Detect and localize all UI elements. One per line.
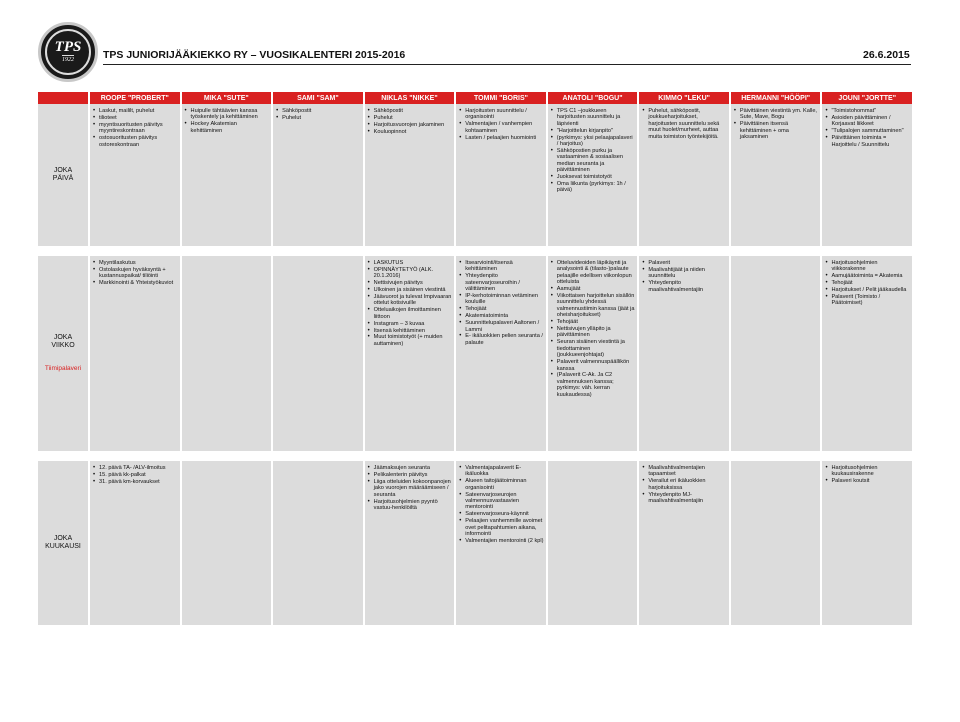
task-list <box>733 108 819 141</box>
logo-emblem <box>45 29 91 75</box>
task-item: • Suunnittelupalaveri Aaltonen / Lammi <box>465 320 544 333</box>
task-item: • (pyrkimys: yksi pelaajapalaveri / harjoitus) <box>557 135 636 148</box>
task-item: • OPINNÄYTETYÖ (ALK. 20.1.2016) <box>374 267 453 280</box>
task-item: • Puhelut <box>282 115 361 121</box>
row-gap <box>273 451 363 461</box>
row-gap <box>548 246 638 256</box>
task-item: • Sähköpostit <box>374 108 453 114</box>
task-list <box>275 108 361 121</box>
row-gap <box>731 246 821 256</box>
task-item: • Lasten / pelaajien huomiointi <box>465 135 544 141</box>
row-label-sub: Tiimipalaveri <box>44 364 82 372</box>
task-list <box>458 465 544 544</box>
row-gap <box>38 451 88 461</box>
task-list <box>367 465 453 511</box>
task-cell <box>456 104 546 246</box>
task-item: • Myyntilaskutus <box>99 260 178 266</box>
task-item: • ostosuoritusten päivitys ostoreskontraan <box>99 135 178 148</box>
task-cell <box>548 256 638 451</box>
column-header: JOUNI "JORTTE" <box>822 92 912 104</box>
task-item: • Asioiden päivittäminen / Korjaavat liikkeet <box>831 115 910 128</box>
row-gap <box>90 246 180 256</box>
task-item: • Aamujäät <box>557 286 636 292</box>
task-item: • Otteluvideoiden läpikäynti ja analysointi & (tilasto-)palaute pelaajille edellisen viikonlopun otteluista <box>557 260 636 286</box>
task-item: • Tehojäät <box>557 319 636 325</box>
task-cell <box>273 104 363 246</box>
row-gap <box>182 451 272 461</box>
task-item: • Akatemiatoiminta <box>465 313 544 319</box>
task-list <box>458 260 544 346</box>
task-list <box>824 465 910 485</box>
task-item: • Palaveri koutsit <box>831 478 910 484</box>
task-item: • Vierailut eri ikäluokkien harjoituksissa <box>648 478 727 491</box>
column-header: ROOPE "PROBERT" <box>90 92 180 104</box>
task-item: • E- ikäluokkien pelien seuranta / palaute <box>465 333 544 346</box>
task-item: • Harjoitusohjelmien kuukausirakenne <box>831 465 910 478</box>
task-cell <box>822 104 912 246</box>
task-item: • Sateenvarjoseurojen valmennusvastaavien mentorointi <box>465 492 544 511</box>
task-list <box>550 108 636 194</box>
task-list <box>367 260 453 347</box>
task-item: • Otteluaikojen ilmoittaminen liittoon <box>374 307 453 320</box>
row-gap <box>456 246 546 256</box>
column-header: NIKLAS "NIKKE" <box>365 92 455 104</box>
row-label-line: JOKA <box>53 166 73 174</box>
task-item: • 12. päivä TA- /ALV-ilmoitus <box>99 465 178 471</box>
row-label <box>38 461 88 625</box>
header-divider <box>103 64 911 65</box>
task-item: • Aamujäätoiminta = Akatemia <box>831 273 910 279</box>
row-gap <box>365 451 455 461</box>
task-cell <box>182 256 272 451</box>
task-item: • Ulkoinen ja sisäinen viestintä <box>374 287 453 293</box>
task-list <box>92 260 178 287</box>
task-item: • Viikottaisen harjoittelun sisällön suunnittelu yhdessä valmennustiimin kanssa (jäät ja oheisharjoitukset) <box>557 293 636 319</box>
column-header: MIKA "SUTE" <box>182 92 272 104</box>
task-list <box>641 108 727 140</box>
document-date: 26.6.2015 <box>863 49 910 61</box>
task-cell <box>273 256 363 451</box>
task-item: • Pelaajien vanhemmille avoimet ovet pelitapahtumien aikana, informointi <box>465 518 544 537</box>
task-item: • Päivittäinen toiminta = Harjoittelu / Suunnittelu <box>831 135 910 148</box>
task-item: • Päivittäinen itsensä kehittäminen + oma jaksaminen <box>740 121 819 140</box>
task-item: • Nettisivujen päivitys <box>374 280 453 286</box>
row-label <box>38 104 88 246</box>
task-cell <box>182 461 272 625</box>
row-label-line: VIIKKO <box>51 342 75 350</box>
task-item: • Muut toimistotyöt (+ muiden auttaminen) <box>374 334 453 347</box>
task-item: • Sähköpostit <box>282 108 361 114</box>
task-list <box>92 108 178 148</box>
task-item: • Alueen taitojäätoiminnan organisointi <box>465 478 544 491</box>
task-list <box>641 465 727 504</box>
task-item: • Palaverit <box>648 260 727 266</box>
task-cell <box>90 256 180 451</box>
row-gap <box>639 246 729 256</box>
task-list <box>824 260 910 307</box>
task-cell <box>90 461 180 625</box>
logo-text: TPS <box>54 39 82 55</box>
task-item: • "Harjoittelun kirjanpito" <box>557 128 636 134</box>
task-item: • Yhteydenpito sateenvarjoseuroihin / välittäminen <box>465 273 544 292</box>
task-item: • Itsensä kehittäminen <box>374 328 453 334</box>
row-gap <box>822 451 912 461</box>
task-item: • Pelikalenterin päivitys <box>374 472 453 478</box>
task-cell <box>639 256 729 451</box>
task-item: • Tehojäät <box>831 280 910 286</box>
task-item: • Maalivahtivalmentajien tapaamiset <box>648 465 727 478</box>
task-item: • "Tulipalojen sammuttaminen" <box>831 128 910 134</box>
task-cell <box>365 256 455 451</box>
task-list <box>184 108 270 134</box>
row-label-line: JOKA <box>53 534 73 542</box>
task-item: • IP-kerhotoiminnan vetäminen kouluille <box>465 293 544 306</box>
row-gap <box>548 451 638 461</box>
task-item: • Sateenvarjoseura-käynnit <box>465 511 544 517</box>
column-header: ANATOLI "BOGU" <box>548 92 638 104</box>
row-gap <box>731 451 821 461</box>
task-item: • Jäämaksujen seuranta <box>374 465 453 471</box>
column-header: HERMANNI "HÖÖPI" <box>731 92 821 104</box>
row-gap <box>38 246 88 256</box>
calendar-table <box>38 92 912 625</box>
task-cell <box>731 461 821 625</box>
task-cell <box>365 461 455 625</box>
task-item: • Päivittäinen viestintä ym. Kalle, Sute, Mave, Bogu <box>740 108 819 121</box>
column-header: SAMI "SAM" <box>273 92 363 104</box>
task-item: • Puhelut, sähköpostit, joukkueharjoitukset, harjoitusten suunnittelu sekä muut huolet/murheet, auttaa muita toimiston työntekijöitä. <box>648 108 727 140</box>
row-label-line: PÄIVÄ <box>52 175 74 182</box>
task-item: • Harjoitusohjelmien pyyntö vastuu-henkilöiltä <box>374 499 453 512</box>
task-list <box>367 108 453 135</box>
task-item: • (Palaverit C-Ak. Ja C2 valmennuksen kanssa; pyrkimys: väh. kerran kuukaudessa) <box>557 372 636 398</box>
task-list <box>641 260 727 293</box>
task-item: • Palaverit valmennuspäällikön kanssa <box>557 359 636 372</box>
header-corner <box>38 92 88 104</box>
task-item: • myyntisuoritusten päivitys myyntireskontraan <box>99 122 178 135</box>
task-item: • 31. päivä km-korvaukset <box>99 479 178 485</box>
task-list <box>824 108 910 148</box>
row-gap <box>365 246 455 256</box>
task-cell <box>456 461 546 625</box>
task-item: • Seuran sisäinen viestintä ja tiedottaminen (joukkueenjohtajat) <box>557 339 636 358</box>
task-cell <box>548 104 638 246</box>
task-item: • Liiga otteluiden kokoonpanojen jako vuorojen määräämiseen / seuranta <box>374 479 453 498</box>
column-header: TOMMI "BORIS" <box>456 92 546 104</box>
task-item: • Yhteydenpito MJ-maalivahtivalmentajiin <box>648 492 727 505</box>
task-item: • Harjoitukset / Pelit jääkaudella <box>831 287 910 293</box>
task-cell <box>273 461 363 625</box>
document-title: TPS JUNIORIJÄÄKIEKKO RY – VUOSIKALENTERI 2015-2016 <box>103 49 406 61</box>
task-item: • Yhteydenpito maalivahtivalmentajiin <box>648 280 727 293</box>
task-cell <box>731 256 821 451</box>
task-item: • "Toimistohommat" <box>831 108 910 114</box>
task-item: • Instagram – 3 kuvaa <box>374 321 453 327</box>
logo-year: 1922 <box>62 57 74 63</box>
task-item: • Sähköpostien purku ja vastaaminen & sosiaalisen median seuranta ja päivittäminen <box>557 148 636 174</box>
task-cell <box>822 256 912 451</box>
task-item: • Itsearviointi/itsensä kehittäminen <box>465 260 544 273</box>
task-cell <box>365 104 455 246</box>
task-item: • Puhelut <box>374 115 453 121</box>
task-cell <box>182 104 272 246</box>
task-cell <box>548 461 638 625</box>
task-item: • Huipulle tähtäävien kanssa työskentely ja kehittäminen <box>191 108 270 121</box>
task-item: • Harjoitusten suunnittelu / organisointi <box>465 108 544 121</box>
task-item: • Maalivahtijäät ja niiden suunnittelu <box>648 267 727 280</box>
task-item: • Palaverit (Toimisto / Päätoimiset) <box>831 294 910 307</box>
row-label-line: JOKA <box>53 333 73 341</box>
row-gap <box>822 246 912 256</box>
task-cell <box>639 104 729 246</box>
task-item: • tilioteet <box>99 115 178 121</box>
column-header: KIMMO "LEKU" <box>639 92 729 104</box>
task-item: • Kouluopinnot <box>374 129 453 135</box>
row-label-line: KUUKAUSI <box>45 543 81 550</box>
row-gap <box>456 451 546 461</box>
row-gap <box>273 246 363 256</box>
task-item: • Valmentajien / vanhempien kohtaaminen <box>465 121 544 134</box>
row-gap <box>639 451 729 461</box>
task-item: • Hockey Akatemian kehittäminen <box>191 121 270 134</box>
task-cell <box>822 461 912 625</box>
task-item: • 15. päivä kk-palkat <box>99 472 178 478</box>
task-item: • Ostolaskujen hyväksyntä + kustannuspaikat/ tiliöinti <box>99 267 178 280</box>
row-gap <box>90 451 180 461</box>
row-gap <box>182 246 272 256</box>
task-item: • Harjoitusvuorojen jakaminen <box>374 122 453 128</box>
task-cell <box>731 104 821 246</box>
task-cell <box>90 104 180 246</box>
task-item: • Valmentajapalaverit E-ikäluokka <box>465 465 544 478</box>
task-item: • Harjoitusohjelmien viikkorakenne <box>831 260 910 273</box>
task-item: • Jäävuorot ja tulevat Impivaaran ottelut kotisivuille <box>374 294 453 307</box>
task-cell <box>456 256 546 451</box>
row-label <box>38 256 88 451</box>
task-item: • Laskut, maililt, puhelut <box>99 108 178 114</box>
task-list <box>92 465 178 485</box>
task-item: • Juoksevat toimistotyöt <box>557 174 636 180</box>
task-item: • Tehojäät <box>465 306 544 312</box>
task-item: • Nettisivujen ylläpito ja päivittäminen <box>557 326 636 339</box>
task-cell <box>639 461 729 625</box>
task-item: • LASKUTUS <box>374 260 453 266</box>
task-item: • Oma liikunta (pyrkimys: 1h / päivä) <box>557 181 636 194</box>
task-list <box>458 108 544 141</box>
task-item: • Markkinointi & Yhteistyökuviot <box>99 280 178 286</box>
club-logo <box>38 22 98 82</box>
task-item: • TPS C1 –joukkueen harjoitusten suunnittelu ja läpivienti <box>557 108 636 127</box>
task-item: • Valmentajien mentorointi (2 kpl) <box>465 538 544 544</box>
task-list <box>550 260 636 398</box>
